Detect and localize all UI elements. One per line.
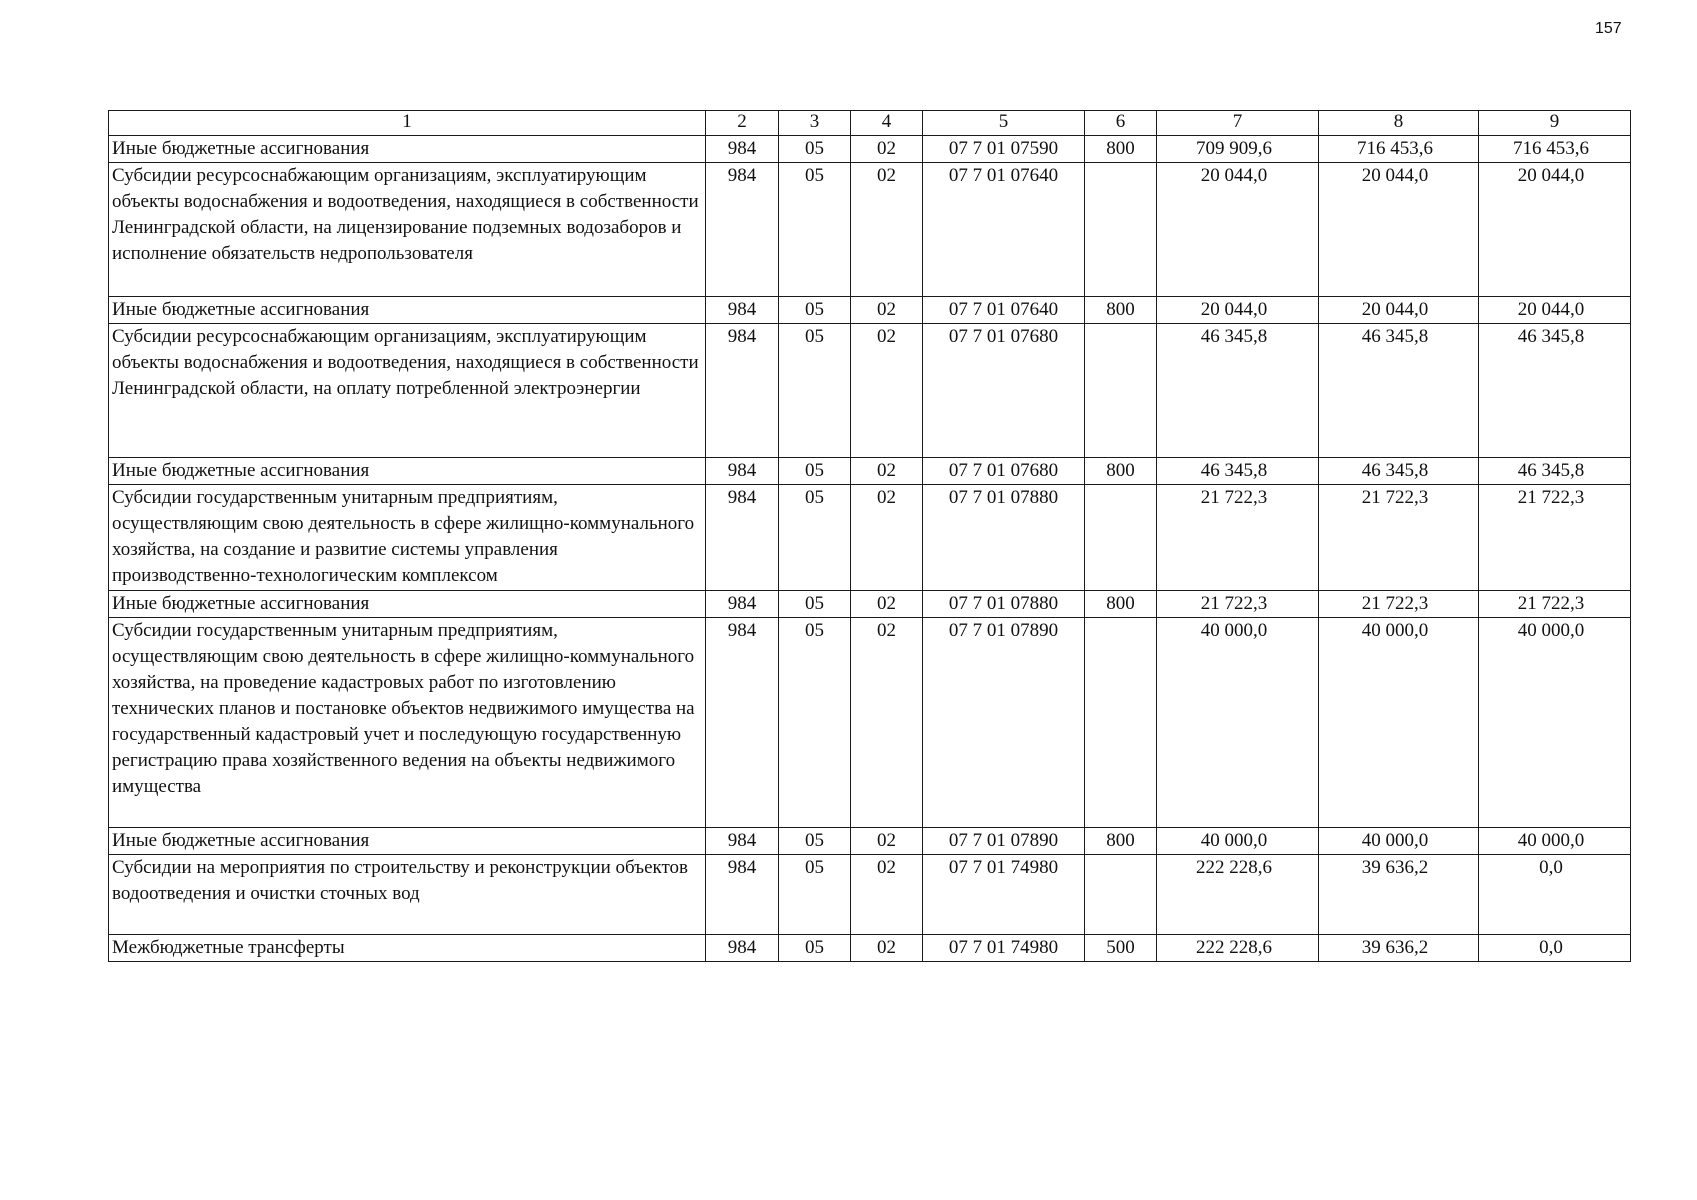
row-value-9: 46 345,8 xyxy=(1479,324,1631,458)
row-value-9: 40 000,0 xyxy=(1479,618,1631,828)
table-row xyxy=(109,935,1631,962)
row-code-6: 800 xyxy=(1085,591,1157,618)
row-code-6: 800 xyxy=(1085,136,1157,163)
row-code-5: 07 7 01 07680 xyxy=(923,324,1085,458)
row-code-5: 07 7 01 07590 xyxy=(923,136,1085,163)
row-code-4: 02 xyxy=(851,591,923,618)
row-code-6: 800 xyxy=(1085,297,1157,324)
row-code-6 xyxy=(1085,324,1157,458)
row-code-2: 984 xyxy=(706,458,779,485)
table-row xyxy=(109,136,1631,163)
row-name: Субсидии ресурсоснабжающим организациям, эксплуатирующим объекты водоснабжения и водоотведения, находящиеся в собственности Ленинградской области, на оплату потребленной электроэнергии xyxy=(109,324,706,458)
row-code-3: 05 xyxy=(779,828,851,855)
row-value-7: 40 000,0 xyxy=(1157,618,1319,828)
row-code-5: 07 7 01 74980 xyxy=(923,935,1085,962)
row-value-9: 21 722,3 xyxy=(1479,591,1631,618)
table-row xyxy=(109,458,1631,485)
table-row xyxy=(109,485,1631,591)
row-code-3: 05 xyxy=(779,618,851,828)
header-cell: 5 xyxy=(923,111,1085,136)
row-code-4: 02 xyxy=(851,618,923,828)
row-code-6: 500 xyxy=(1085,935,1157,962)
row-code-5: 07 7 01 74980 xyxy=(923,855,1085,935)
row-code-2: 984 xyxy=(706,618,779,828)
row-value-9: 40 000,0 xyxy=(1479,828,1631,855)
row-value-9: 20 044,0 xyxy=(1479,163,1631,297)
row-code-4: 02 xyxy=(851,136,923,163)
row-code-2: 984 xyxy=(706,485,779,591)
row-value-7: 20 044,0 xyxy=(1157,297,1319,324)
row-code-3: 05 xyxy=(779,935,851,962)
row-value-8: 46 345,8 xyxy=(1319,324,1479,458)
row-code-4: 02 xyxy=(851,297,923,324)
row-code-3: 05 xyxy=(779,136,851,163)
row-value-7: 46 345,8 xyxy=(1157,458,1319,485)
header-cell: 2 xyxy=(706,111,779,136)
row-value-8: 39 636,2 xyxy=(1319,935,1479,962)
row-value-8: 40 000,0 xyxy=(1319,618,1479,828)
row-code-2: 984 xyxy=(706,591,779,618)
row-code-4: 02 xyxy=(851,485,923,591)
row-value-8: 21 722,3 xyxy=(1319,591,1479,618)
row-value-9: 0,0 xyxy=(1479,935,1631,962)
row-code-3: 05 xyxy=(779,163,851,297)
header-cell: 8 xyxy=(1319,111,1479,136)
row-code-5: 07 7 01 07880 xyxy=(923,591,1085,618)
row-value-9: 21 722,3 xyxy=(1479,485,1631,591)
header-cell: 3 xyxy=(779,111,851,136)
row-code-4: 02 xyxy=(851,935,923,962)
row-code-2: 984 xyxy=(706,855,779,935)
row-code-2: 984 xyxy=(706,297,779,324)
row-value-8: 40 000,0 xyxy=(1319,828,1479,855)
row-code-3: 05 xyxy=(779,485,851,591)
row-code-5: 07 7 01 07640 xyxy=(923,163,1085,297)
row-value-8: 20 044,0 xyxy=(1319,297,1479,324)
row-name: Иные бюджетные ассигнования xyxy=(109,591,706,618)
row-value-8: 716 453,6 xyxy=(1319,136,1479,163)
row-code-4: 02 xyxy=(851,324,923,458)
row-code-2: 984 xyxy=(706,163,779,297)
row-code-5: 07 7 01 07640 xyxy=(923,297,1085,324)
row-name: Иные бюджетные ассигнования xyxy=(109,828,706,855)
row-code-6 xyxy=(1085,618,1157,828)
row-value-8: 46 345,8 xyxy=(1319,458,1479,485)
row-value-8: 39 636,2 xyxy=(1319,855,1479,935)
row-code-6 xyxy=(1085,485,1157,591)
row-name: Иные бюджетные ассигнования xyxy=(109,297,706,324)
row-code-6: 800 xyxy=(1085,828,1157,855)
row-value-8: 20 044,0 xyxy=(1319,163,1479,297)
row-name: Субсидии ресурсоснабжающим организациям, эксплуатирующим объекты водоснабжения и водоотведения, находящиеся в собственности Ленинградской области, на лицензирование подземных водозаборов и исполнение обязательств недропользователя xyxy=(109,163,706,297)
row-code-4: 02 xyxy=(851,163,923,297)
row-value-7: 222 228,6 xyxy=(1157,935,1319,962)
row-code-3: 05 xyxy=(779,591,851,618)
row-code-4: 02 xyxy=(851,458,923,485)
row-code-5: 07 7 01 07890 xyxy=(923,618,1085,828)
header-cell: 7 xyxy=(1157,111,1319,136)
row-name: Межбюджетные трансферты xyxy=(109,935,706,962)
table-row xyxy=(109,324,1631,458)
row-code-5: 07 7 01 07680 xyxy=(923,458,1085,485)
row-code-2: 984 xyxy=(706,935,779,962)
row-value-7: 709 909,6 xyxy=(1157,136,1319,163)
table-row xyxy=(109,591,1631,618)
row-name: Субсидии на мероприятия по строительству и реконструкции объектов водоотведения и очистки сточных вод xyxy=(109,855,706,935)
table-row xyxy=(109,855,1631,935)
row-name: Иные бюджетные ассигнования xyxy=(109,458,706,485)
header-cell: 1 xyxy=(109,111,706,136)
table-row xyxy=(109,163,1631,297)
row-value-7: 40 000,0 xyxy=(1157,828,1319,855)
row-name: Субсидии государственным унитарным предприятиям, осуществляющим свою деятельность в сфере жилищно-коммунального хозяйства, на проведение кадастровых работ по изготовлению технических планов и постановке объектов недвижимого имущества на государственный кадастровый учет и последующую государственную регистрацию права хозяйственного ведения на объекты недвижимого имущества xyxy=(109,618,706,828)
row-value-9: 46 345,8 xyxy=(1479,458,1631,485)
row-value-7: 222 228,6 xyxy=(1157,855,1319,935)
row-value-7: 21 722,3 xyxy=(1157,591,1319,618)
row-code-3: 05 xyxy=(779,855,851,935)
row-value-8: 21 722,3 xyxy=(1319,485,1479,591)
row-value-7: 21 722,3 xyxy=(1157,485,1319,591)
header-row xyxy=(109,111,1631,136)
row-code-4: 02 xyxy=(851,855,923,935)
row-name: Иные бюджетные ассигнования xyxy=(109,136,706,163)
row-code-3: 05 xyxy=(779,297,851,324)
header-cell: 4 xyxy=(851,111,923,136)
row-code-4: 02 xyxy=(851,828,923,855)
page-number: 157 xyxy=(1595,20,1622,37)
header-cell: 6 xyxy=(1085,111,1157,136)
row-value-7: 46 345,8 xyxy=(1157,324,1319,458)
table-row xyxy=(109,297,1631,324)
row-code-2: 984 xyxy=(706,324,779,458)
row-code-2: 984 xyxy=(706,828,779,855)
row-code-5: 07 7 01 07880 xyxy=(923,485,1085,591)
row-value-9: 716 453,6 xyxy=(1479,136,1631,163)
budget-table xyxy=(108,110,1631,962)
row-code-6 xyxy=(1085,855,1157,935)
row-value-9: 0,0 xyxy=(1479,855,1631,935)
table-row xyxy=(109,618,1631,828)
row-code-6: 800 xyxy=(1085,458,1157,485)
row-code-3: 05 xyxy=(779,458,851,485)
header-cell: 9 xyxy=(1479,111,1631,136)
row-code-5: 07 7 01 07890 xyxy=(923,828,1085,855)
row-value-9: 20 044,0 xyxy=(1479,297,1631,324)
row-value-7: 20 044,0 xyxy=(1157,163,1319,297)
table-row xyxy=(109,828,1631,855)
row-code-6 xyxy=(1085,163,1157,297)
row-name: Субсидии государственным унитарным предприятиям, осуществляющим свою деятельность в сфере жилищно-коммунального хозяйства, на создание и развитие системы управления производственно-технологическим комплексом xyxy=(109,485,706,591)
row-code-3: 05 xyxy=(779,324,851,458)
row-code-2: 984 xyxy=(706,136,779,163)
